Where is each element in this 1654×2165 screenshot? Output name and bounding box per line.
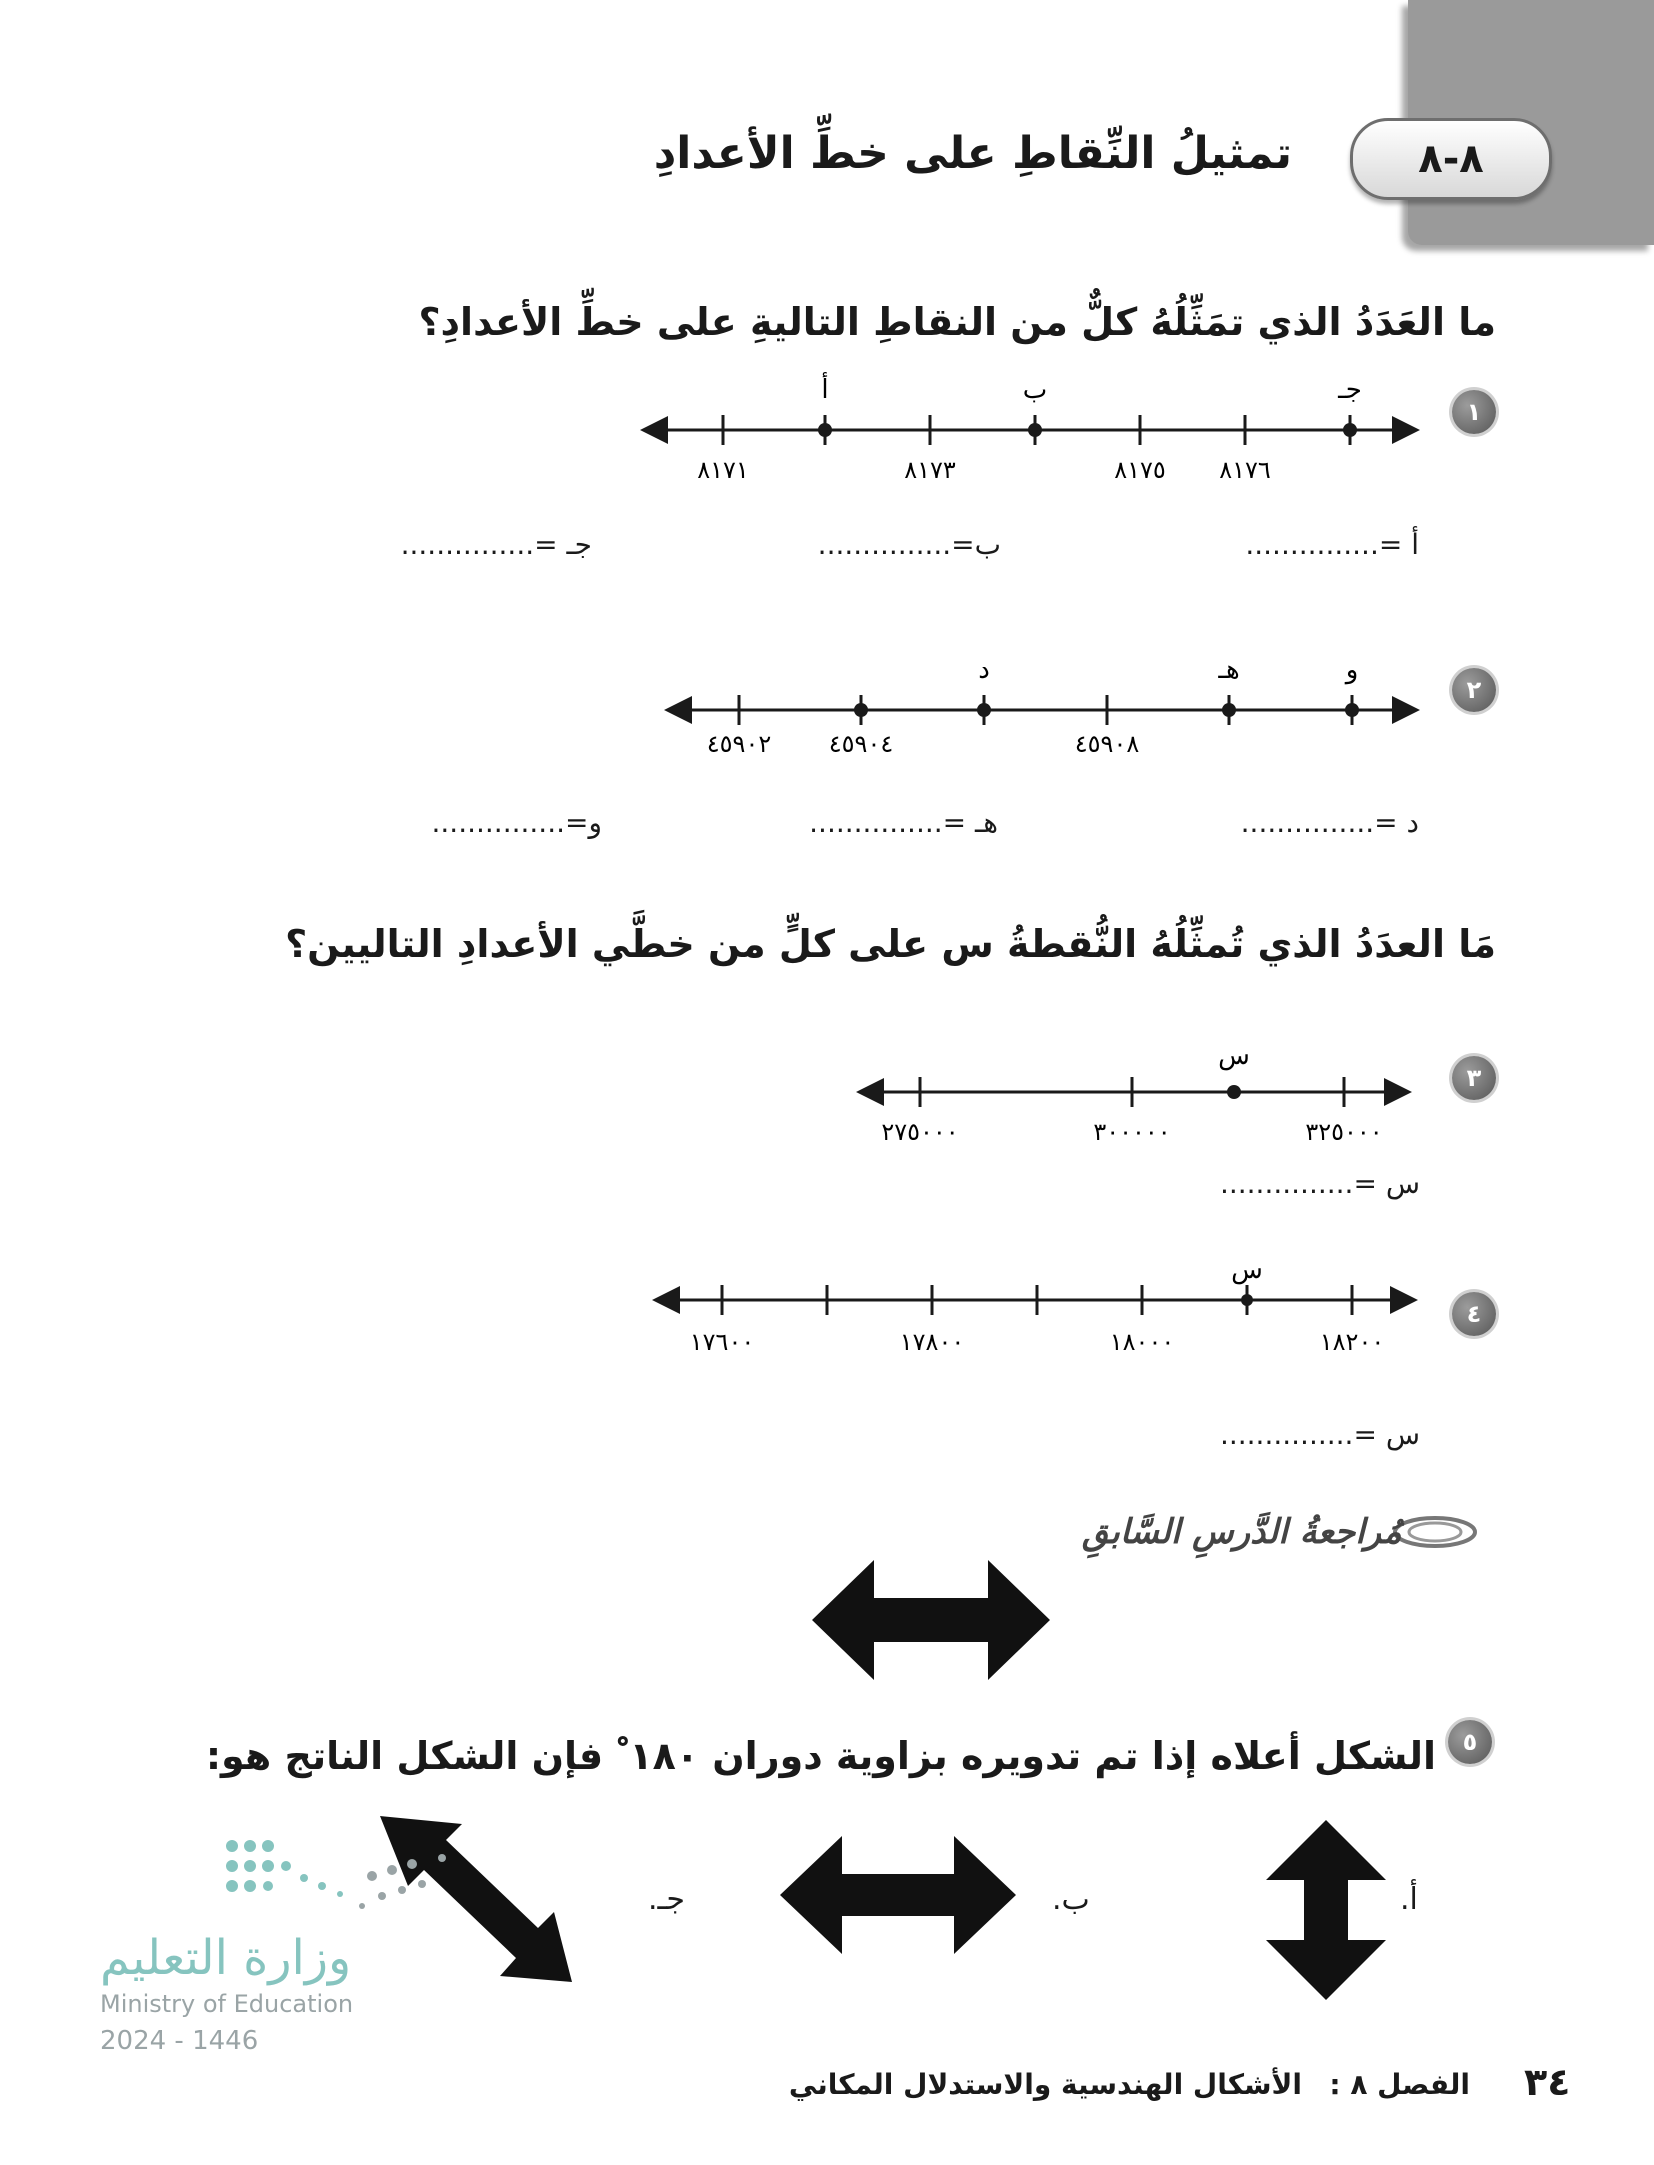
left-arrow-head [664, 696, 692, 724]
right-arrow-head [1392, 696, 1420, 724]
problem-5-badge: ٥ [1448, 1720, 1492, 1764]
number-line-3 [856, 1040, 1412, 1150]
footer-chapter: الفصل ٨ : [1329, 2068, 1470, 2101]
answer-h[interactable]: هـ =............... [809, 806, 998, 839]
answer-a[interactable]: أ =............... [1245, 528, 1419, 561]
problem-3-badge: ٣ [1452, 1056, 1496, 1100]
tick-label: ١٧٦٠٠ [689, 1328, 755, 1356]
point-h-label: هـ [1218, 655, 1240, 685]
answer-s-3[interactable]: س =............... [1219, 1167, 1420, 1200]
ministry-logo-arabic: وزارة التعليم [100, 1930, 352, 1986]
answer-b[interactable]: ب=............... [817, 528, 1001, 561]
point-w [1345, 703, 1359, 717]
problem-4-badge: ٤ [1452, 1292, 1496, 1336]
point-c-label: جـ [1338, 375, 1362, 405]
point-d-label: د [978, 655, 990, 685]
point-b-label: ب [1022, 375, 1048, 405]
point-a-label: أ [821, 375, 829, 405]
tick-label: ٤٥٩٠٢ [706, 730, 772, 758]
tick-label: ٨١٧٦ [1219, 456, 1271, 484]
review-swirl-icon [1390, 1504, 1480, 1560]
choice-b-horizontal-arrow-icon[interactable] [780, 1836, 1016, 1954]
number-line-2 [664, 650, 1420, 765]
tick-label: ٤٥٩٠٨ [1074, 730, 1140, 758]
lesson-title: تمثيلُ النِّقاطِ على خطِّ الأعدادِ [653, 128, 1292, 179]
tick-label: ٣٢٥٠٠٠ [1305, 1118, 1383, 1146]
point-c [1343, 423, 1357, 437]
point-h [1222, 703, 1236, 717]
answer-c[interactable]: جـ =............... [400, 528, 592, 561]
answer-s-4[interactable]: س =............... [1219, 1418, 1420, 1451]
left-arrow-head [640, 416, 668, 444]
reference-double-arrow-icon [812, 1560, 1050, 1680]
section1-question: ما العَدَدُ الذي تمَثِّلُهُ كلٌّ من النقاطِ التاليةِ على خطِّ الأعدادِ؟ [418, 300, 1496, 344]
review-heading: مُراجعةُ الدَّرسِ السَّابقِ [1082, 1512, 1402, 1552]
left-arrow-head [652, 1286, 680, 1314]
point-s-label: س [1218, 1041, 1250, 1071]
lesson-number: ٨-٨ [1418, 136, 1484, 182]
point-s [1241, 1294, 1253, 1306]
lesson-number-badge [1350, 118, 1552, 200]
number-line-1 [640, 370, 1420, 490]
right-arrow-head [1392, 416, 1420, 444]
choice-c-label[interactable]: جـ. [648, 1882, 685, 1917]
choice-b-label[interactable]: ب. [1052, 1882, 1090, 1917]
tick-label: ٨١٧١ [697, 456, 749, 484]
problem-5-question: الشكل أعلاه إذا تم تدويره بزاوية دوران ١٨٠ ْ فإن الشكل الناتج هو: [205, 1734, 1436, 1778]
page-number: ٣٤ [1524, 2060, 1571, 2104]
tick-label: ٣٠٠٠٠٠ [1093, 1118, 1171, 1146]
right-arrow-head [1384, 1078, 1412, 1106]
section2-question: مَا العدَدُ الذي تُمثِّلُهُ النُّقطةُ س على كلٍّ من خطَّي الأعدادِ التاليين؟ [285, 922, 1496, 966]
problem-1-badge: ١ [1452, 390, 1496, 434]
answer-d[interactable]: د =............... [1240, 806, 1419, 839]
number-line-4 [652, 1250, 1418, 1360]
tick-label: ٢٧٥٠٠٠ [881, 1118, 959, 1146]
point-d-marker [854, 703, 868, 717]
tick-label: ١٧٨٠٠ [899, 1328, 965, 1356]
point-s [1227, 1085, 1241, 1099]
tick-label: ٤٥٩٠٤ [828, 730, 894, 758]
tick-label: ٨١٧٣ [904, 456, 956, 484]
left-arrow-head [856, 1078, 884, 1106]
tick-label: ١٨٢٠٠ [1319, 1328, 1385, 1356]
point-s-label: س [1231, 1255, 1263, 1285]
point-a [818, 423, 832, 437]
point-b [1028, 423, 1042, 437]
choice-a-label[interactable]: أ. [1400, 1882, 1418, 1917]
ministry-logo-english: Ministry of Education [100, 1990, 354, 2018]
tick-label: ٨١٧٥ [1114, 456, 1166, 484]
right-arrow-head [1390, 1286, 1418, 1314]
problem-2-badge: ٢ [1452, 668, 1496, 712]
point-w-label: و [1345, 655, 1359, 685]
point-d [977, 703, 991, 717]
answer-w[interactable]: و=............... [431, 806, 602, 839]
ministry-logo-year: 2024 - 1446 [100, 2026, 259, 2056]
tick-label: ١٨٠٠٠ [1109, 1328, 1175, 1356]
ministry-logo-dots-icon [222, 1836, 472, 1936]
choice-a-vertical-arrow-icon[interactable] [1266, 1820, 1386, 2000]
footer-chapter-title: الأشكال الهندسية والاستدلال المكاني [788, 2068, 1302, 2101]
